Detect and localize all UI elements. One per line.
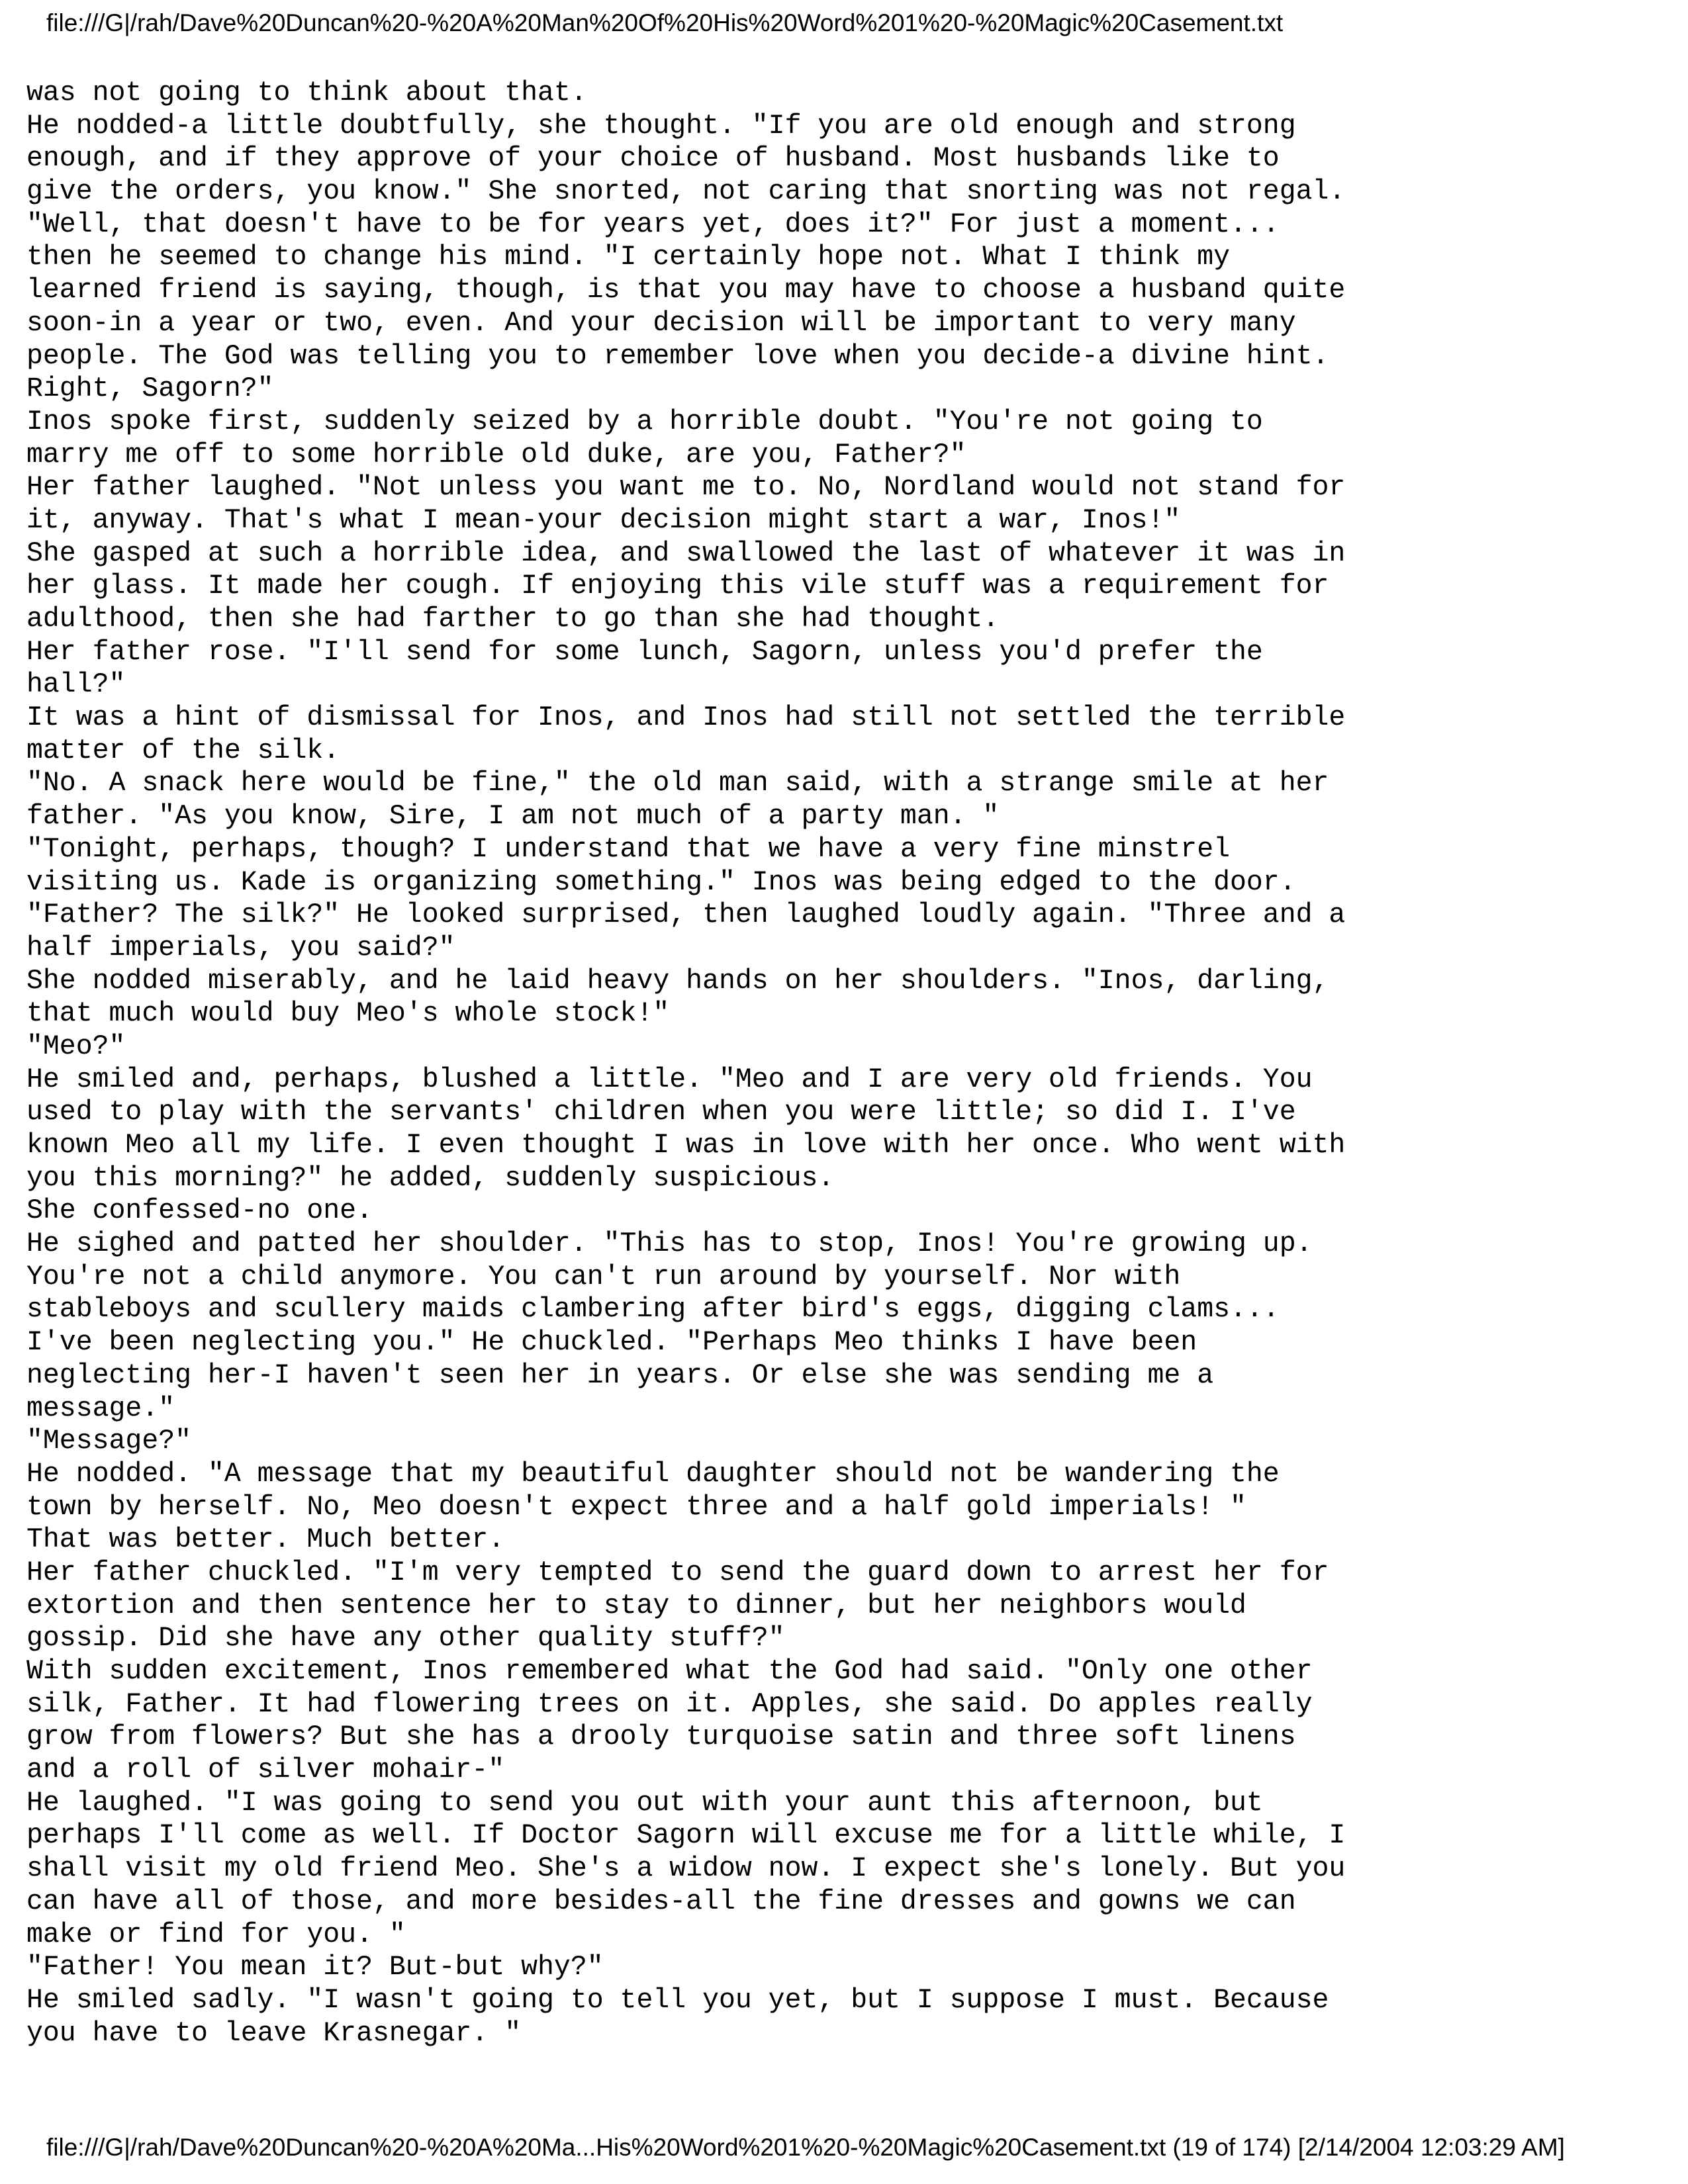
file-path-footer: file:///G|/rah/Dave%20Duncan%20-%20A%20Ma...His%20Word%201%20-%20Magic%20Casement.txt (19 of 174) [2/14/2004 12:03:29 AM]: [46, 2134, 1565, 2161]
text-line: He nodded. "A message that my beautiful daughter should not be wandering the: [26, 1458, 1280, 1490]
text-line: He smiled sadly. "I wasn't going to tell you yet, but I suppose I must. Because: [26, 1984, 1329, 2016]
text-line: stableboys and scullery maids clambering after bird's eggs, digging clams...: [26, 1294, 1280, 1326]
text-line: marry me off to some horrible old duke, are you, Father?": [26, 439, 966, 471]
text-line: She gasped at such a horrible idea, and swallowed the last of whatever it was in: [26, 537, 1346, 569]
text-line: matter of the silk.: [26, 735, 340, 766]
text-line: "Well, that doesn't have to be for years yet, does it?" For just a moment...: [26, 208, 1280, 240]
text-line: learned friend is saying, though, is that you may have to choose a husband quite: [26, 275, 1346, 306]
text-line: town by herself. No, Meo doesn't expect three and a half gold imperials! ": [26, 1491, 1246, 1523]
text-line: neglecting her-I haven't seen her in years. Or else she was sending me a: [26, 1359, 1214, 1391]
text-line: "Father! You mean it? But-but why?": [26, 1952, 604, 1983]
text-line: Inos spoke first, suddenly seized by a horrible doubt. "You're not going to: [26, 406, 1263, 437]
text-line: She confessed-no one.: [26, 1195, 373, 1227]
text-line: soon-in a year or two, even. And your decision will be important to very many: [26, 307, 1296, 339]
document-text: [26, 77, 1655, 2050]
text-line: "Meo?": [26, 1030, 126, 1062]
text-line: That was better. Much better.: [26, 1524, 505, 1556]
text-line: her glass. It made her cough. If enjoying this vile stuff was a requirement for: [26, 570, 1329, 602]
file-path-header: file:///G|/rah/Dave%20Duncan%20-%20A%20Man%20Of%20His%20Word%201%20-%20Magic%20Casement.txt: [46, 9, 1284, 36]
text-line: "Father? The silk?" He looked surprised, then laughed loudly again. "Three and a: [26, 899, 1346, 931]
text-line: Her father rose. "I'll send for some lunch, Sagorn, unless you'd prefer the: [26, 636, 1263, 668]
text-line: it, anyway. That's what I mean-your decision might start a war, Inos!": [26, 504, 1181, 536]
text-line: used to play with the servants' children when you were little; so did I. I've: [26, 1097, 1296, 1128]
text-line: He nodded-a little doubtfully, she thought. "If you are old enough and strong: [26, 110, 1296, 142]
text-line: extortion and then sentence her to stay to dinner, but her neighbors would: [26, 1590, 1246, 1621]
text-line: half imperials, you said?": [26, 932, 455, 964]
text-line: Her father chuckled. "I'm very tempted to send the guard down to arrest her for: [26, 1557, 1329, 1588]
text-line: He laughed. "I was going to send you out with your aunt this afternoon, but: [26, 1787, 1263, 1819]
text-line: enough, and if they approve of your choice of husband. Most husbands like to: [26, 143, 1280, 175]
text-line: "Message?": [26, 1426, 192, 1457]
text-line: hall?": [26, 669, 126, 701]
text-line: "Tonight, perhaps, though? I understand that we have a very fine minstrel: [26, 833, 1230, 865]
text-line: father. "As you know, Sire, I am not much of a party man. ": [26, 801, 1000, 833]
text-line: you this morning?" he added, suddenly suspicious.: [26, 1162, 835, 1194]
text-line: known Meo all my life. I even thought I was in love with her once. Who went with: [26, 1130, 1346, 1161]
text-line: Her father laughed. "Not unless you want me to. No, Nordland would not stand for: [26, 472, 1346, 504]
text-line: "No. A snack here would be fine," the old man said, with a strange smile at her: [26, 768, 1329, 799]
text-line: shall visit my old friend Meo. She's a widow now. I expect she's lonely. But you: [26, 1853, 1346, 1885]
text-line: give the orders, you know." She snorted, not caring that snorting was not regal.: [26, 176, 1346, 208]
text-line: He smiled and, perhaps, blushed a little. "Meo and I are very old friends. You: [26, 1064, 1313, 1095]
text-line: visiting us. Kade is organizing something." Inos was being edged to the door.: [26, 866, 1296, 898]
text-line: can have all of those, and more besides-all the fine dresses and gowns we can: [26, 1886, 1296, 1917]
text-line: With sudden excitement, Inos remembered what the God had said. "Only one other: [26, 1656, 1313, 1687]
text-line: You're not a child anymore. You can't run around by yourself. Nor with: [26, 1261, 1181, 1293]
text-line: then he seemed to change his mind. "I certainly hope not. What I think my: [26, 242, 1230, 273]
text-line: Right, Sagorn?": [26, 373, 274, 405]
text-line: gossip. Did she have any other quality stuff?": [26, 1623, 785, 1655]
text-line: grow from flowers? But she has a drooly turquoise satin and three soft linens: [26, 1721, 1296, 1753]
text-line: It was a hint of dismissal for Inos, and Inos had still not settled the terrible: [26, 702, 1346, 734]
text-line: that much would buy Meo's whole stock!": [26, 998, 670, 1030]
text-line: people. The God was telling you to remember love when you decide-a divine hint.: [26, 340, 1329, 372]
text-line: adulthood, then she had farther to go than she had thought.: [26, 604, 1000, 635]
text-line: you have to leave Krasnegar. ": [26, 2017, 522, 2049]
text-line: I've been neglecting you." He chuckled. "Perhaps Meo thinks I have been: [26, 1327, 1197, 1359]
text-line: make or find for you. ": [26, 1919, 406, 1950]
text-line: He sighed and patted her shoulder. "This has to stop, Inos! You're growing up.: [26, 1228, 1313, 1260]
text-line: and a roll of silver mohair-": [26, 1754, 505, 1786]
text-line: was not going to think about that.: [26, 77, 587, 109]
text-line: silk, Father. It had flowering trees on it. Apples, she said. Do apples really: [26, 1688, 1313, 1720]
text-line: perhaps I'll come as well. If Doctor Sagorn will excuse me for a little while, I: [26, 1820, 1346, 1852]
text-line: She nodded miserably, and he laid heavy hands on her shoulders. "Inos, darling,: [26, 965, 1329, 997]
text-line: message.": [26, 1392, 175, 1424]
